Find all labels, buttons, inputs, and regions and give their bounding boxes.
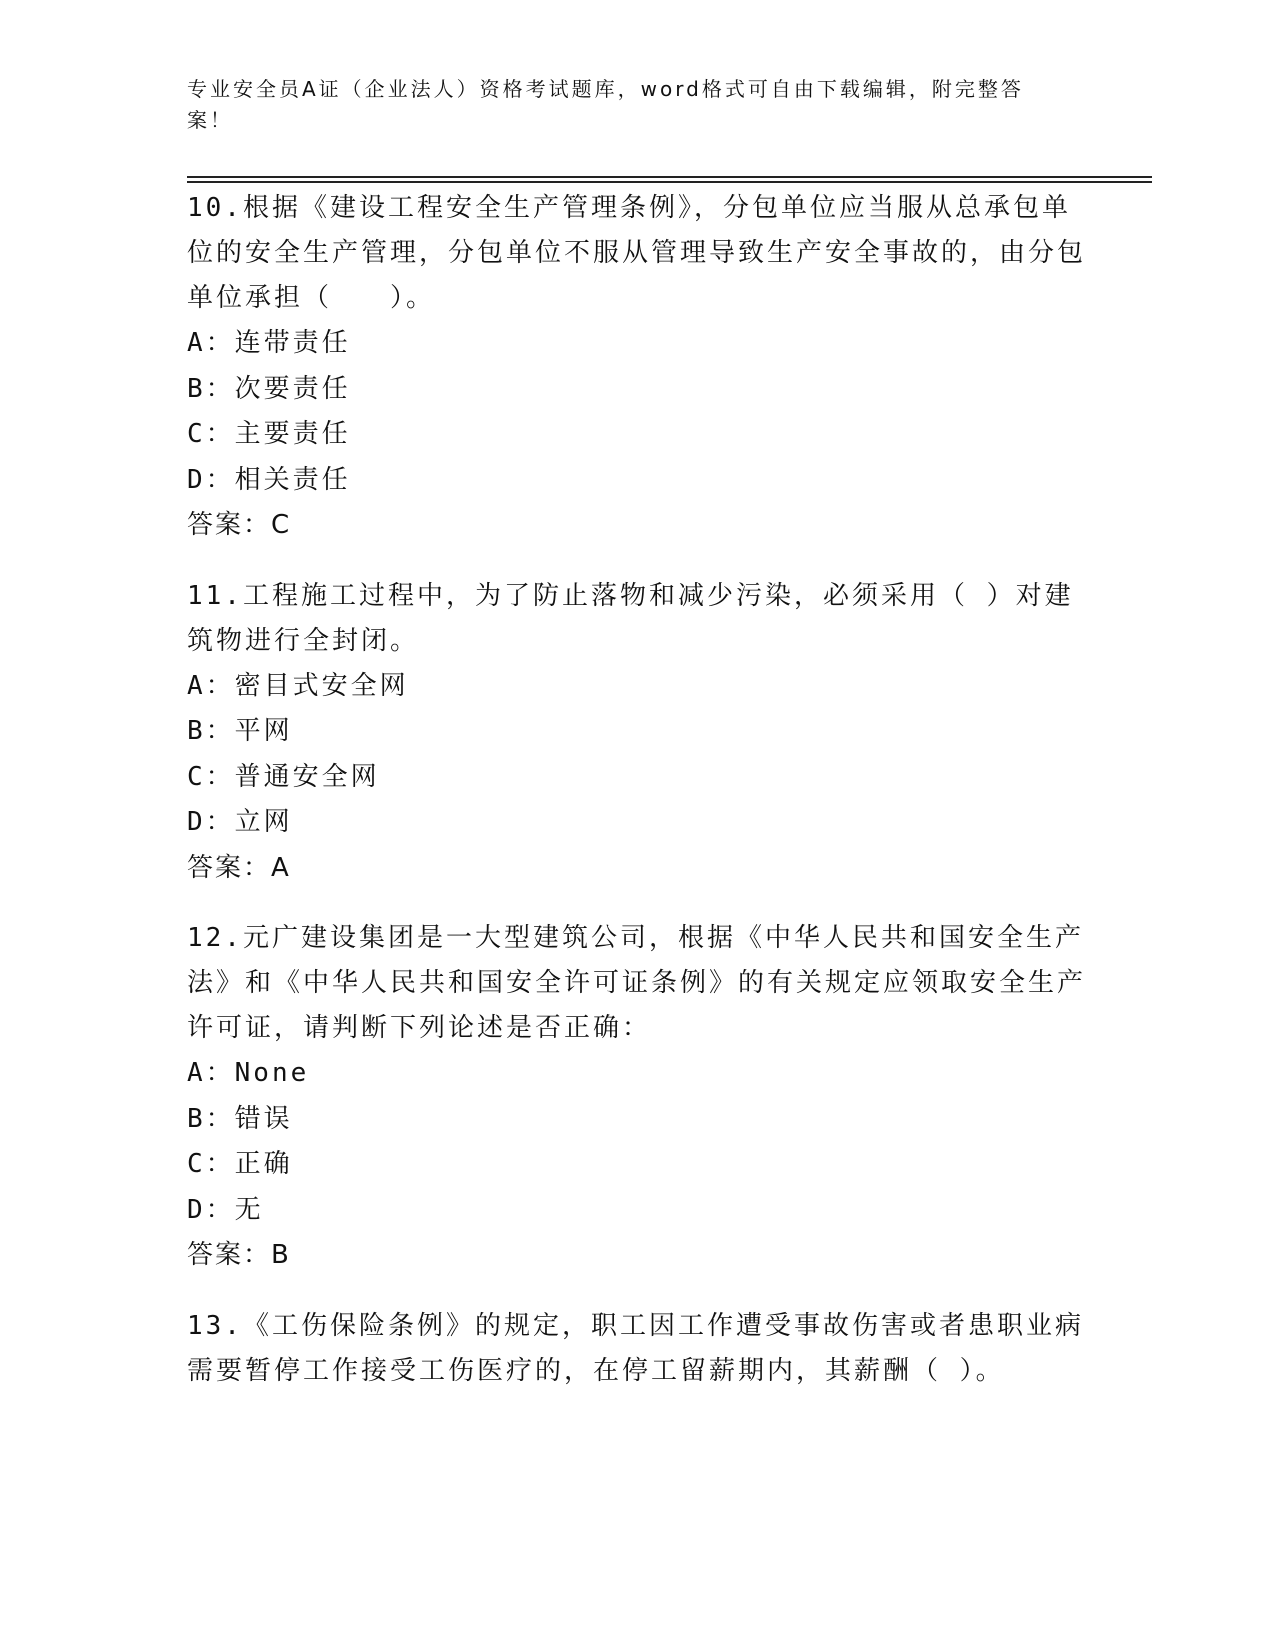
question-text: 11.工程施工过程中，为了防止落物和减少污染，必须采用（ ）对建筑物进行全封闭。 <box>187 580 1074 656</box>
option-d: D：相关责任 <box>187 464 351 495</box>
question-text: 10.根据《建设工程安全生产管理条例》，分包单位应当服从总承包单位的安全生产管理，分包单位不服从管理导致生产安全事故的，由分包单位承担（ ）。 <box>187 193 1087 313</box>
header-rule-top <box>187 176 1152 178</box>
header-rule-bottom <box>187 181 1152 183</box>
question-text: 12.元广建设集团是一大型建筑公司，根据《中华人民共和国安全生产法》和《中华人民共和国安全许可证条例》的有关规定应领取安全生产许可证，请判断下列论述是否正确： <box>187 923 1087 1043</box>
option-b: B：错误 <box>187 1103 293 1134</box>
option-a: A：连带责任 <box>187 328 351 358</box>
option-b: B：平网 <box>187 716 293 746</box>
option-c: C：主要责任 <box>187 419 351 449</box>
question-13 <box>187 1304 1087 1394</box>
option-a: A：None <box>187 1058 310 1088</box>
question-11 <box>187 574 1087 892</box>
question-10 <box>187 186 1087 549</box>
document-header: 专业安全员A证（企业法人）资格考试题库，word格式可自由下载编辑，附完整答案！ <box>187 77 1024 132</box>
option-d: D：无 <box>187 1194 264 1225</box>
answer: 答案：B <box>187 1240 291 1270</box>
question-12 <box>187 916 1087 1279</box>
answer: 答案：A <box>187 852 291 883</box>
option-a: A：密目式安全网 <box>187 670 409 701</box>
question-text: 13.《工伤保险条例》的规定，职工因工作遭受事故伤害或者患职业病需要暂停工作接受工伤医疗的，在停工留薪期内，其薪酬（ ）。 <box>187 1310 1084 1386</box>
option-b: B：次要责任 <box>187 373 351 404</box>
option-d: D：立网 <box>187 807 293 837</box>
option-c: C：普通安全网 <box>187 761 380 792</box>
option-c: C：正确 <box>187 1149 293 1179</box>
answer: 答案：C <box>187 510 292 540</box>
question-list <box>187 186 1087 1419</box>
